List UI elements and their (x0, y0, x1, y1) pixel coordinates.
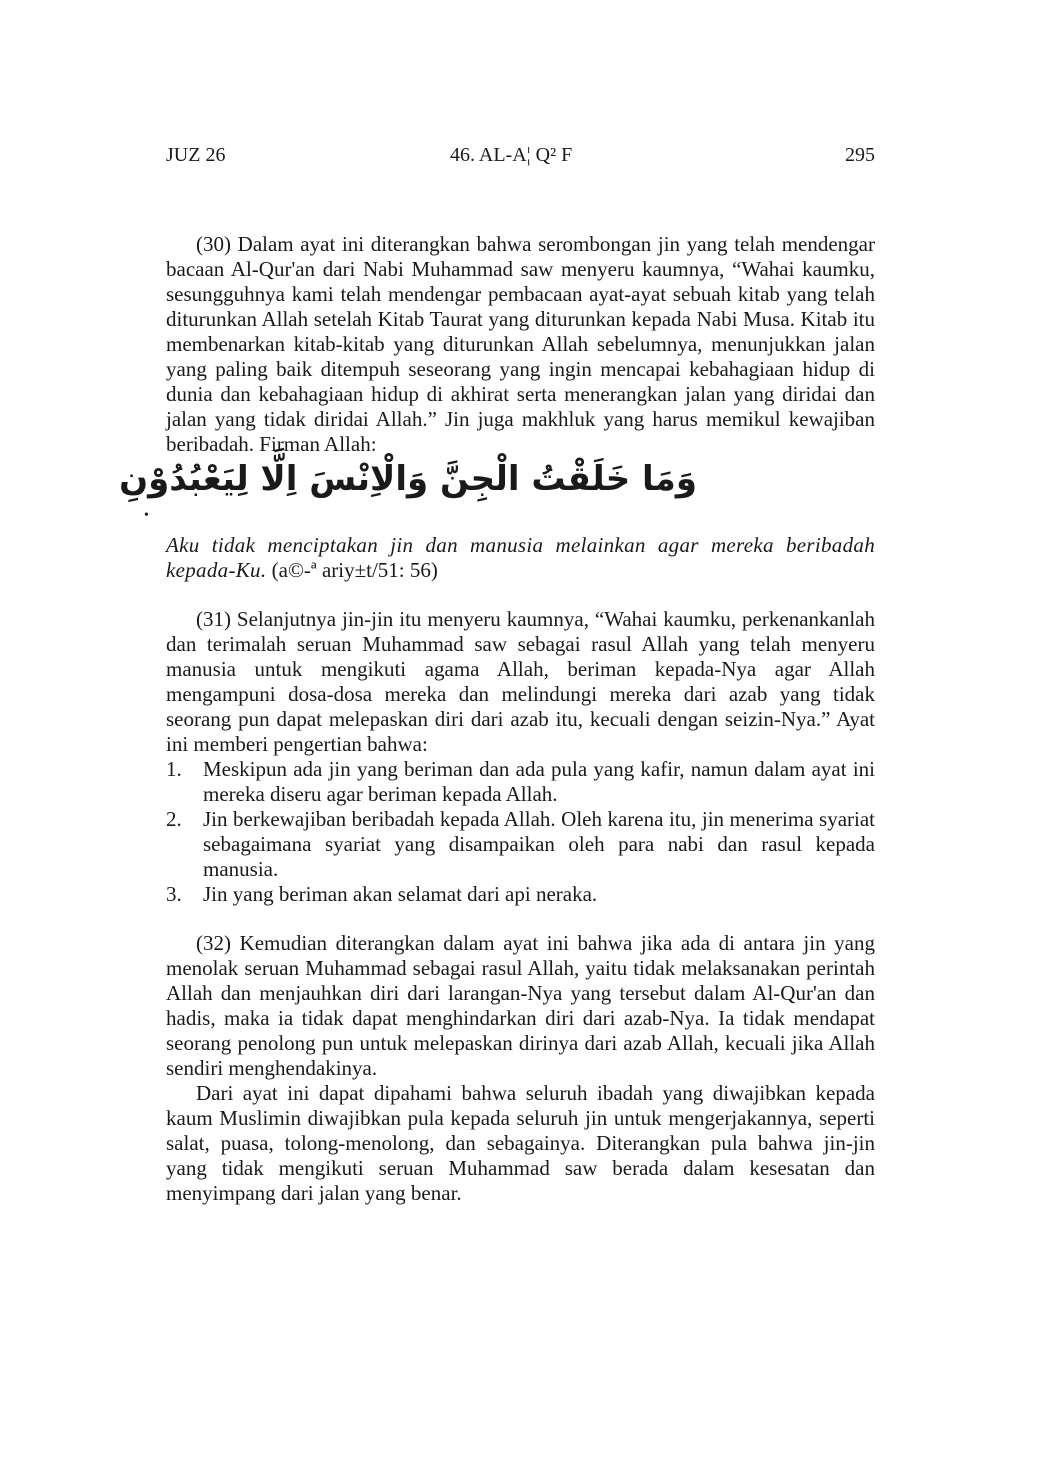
paragraph-32-continued: Dari ayat ini dapat dipahami bahwa seluruh ibadah yang diwajibkan kepada kaum Muslimin diwajibkan pula kepada seluruh jin untuk mengerjakannya, seperti salat, puasa, tolong-menolong, dan sebagainya. Diterangkan pula bahwa jin-jin yang tidak mengikuti seruan Muhammad saw berada dalam kesesatan dan menyimpang dari jalan yang benar. (166, 1081, 875, 1205)
list-text: Jin berkewajiban beribadah kepada Allah. Oleh karena itu, jin menerima syariat sebagaimana syariat yang disampaikan oleh para nabi dan rasul kepada manusia. (203, 807, 875, 881)
arabic-verse-block (119, 459, 875, 523)
page-number: 295 (845, 144, 875, 166)
verse-reference: (a©-ª ariy±t/51: 56) (271, 558, 438, 582)
numbered-list (166, 757, 875, 907)
juz-label: JUZ 26 (166, 144, 226, 166)
list-text: Meskipun ada jin yang beriman dan ada pula yang kafir, namun dalam ayat ini mereka diseru agar beriman kepada Allah. (203, 757, 875, 806)
margin-dot: • (144, 508, 149, 523)
arabic-verse: وَمَا خَلَقْتُ الْجِنَّ وَالْاِنْسَ اِلَّا لِيَعْبُدُوْنِ (119, 459, 697, 499)
surah-title: 46. AL-A¦ Q² F (450, 144, 573, 166)
paragraph-31: (31) Selanjutnya jin-jin itu menyeru kaumnya, “Wahai kaumku, perkenankanlah dan terimalah seruan Muhammad saw sebagai rasul Allah yang telah menyeru manusia untuk mengikuti agama Allah, beriman kepada-Nya agar Allah mengampuni dosa-dosa mereka dan melindungi mereka dari azab yang tidak seorang pun dapat melepaskan diri dari azab itu, kecuali dengan seizin-Nya.” Ayat ini memberi pengertian bahwa: (166, 607, 875, 756)
list-number: 1. (166, 757, 182, 781)
paragraph-32: (32) Kemudian diterangkan dalam ayat ini bahwa jika ada di antara jin yang menolak seruan Muhammad sebagai rasul Allah, yaitu tidak melaksanakan perintah Allah dan menjauhkan diri dari larangan-Nya yang tersebut dalam Al-Qur'an dan hadis, maka ia tidak dapat menghindarkan diri dari azab-Nya. Ia tidak mendapat seorang penolong pun untuk melepaskan dirinya dari azab Allah, kecuali jika Allah sendiri menghendakinya. (166, 931, 875, 1080)
page-header (166, 144, 875, 174)
list-item (166, 807, 875, 882)
verse-translation (166, 533, 875, 583)
list-item (166, 757, 875, 807)
list-text: Jin yang beriman akan selamat dari api neraka. (203, 882, 598, 906)
paragraph-30: (30) Dalam ayat ini diterangkan bahwa serombongan jin yang telah mendengar bacaan Al-Qur'an dari Nabi Muhammad saw menyeru kaumnya, “Wahai kaumku, sesungguhnya kami telah mendengar pembacaan ayat-ayat sebuah kitab yang telah diturunkan Allah setelah Kitab Taurat yang diturunkan kepada Nabi Musa. Kitab itu membenarkan kitab-kitab yang diturunkan Allah sebelumnya, menunjukkan jalan yang paling baik ditempuh seseorang yang ingin mencapai kebahagiaan hidup di dunia dan kebahagiaan hidup di akhirat serta menerangkan jalan yang diridai dan jalan yang tidak diridai Allah.” Jin juga makhluk yang harus memikul kewajiban beribadah. Firman Allah: (166, 232, 875, 456)
list-item (166, 882, 875, 907)
list-number: 2. (166, 807, 182, 831)
translation-italic: Aku tidak menciptakan jin dan manusia melainkan agar mereka beribadah kepada-Ku. (166, 533, 875, 582)
page-body (119, 232, 875, 1206)
list-number: 3. (166, 882, 182, 906)
